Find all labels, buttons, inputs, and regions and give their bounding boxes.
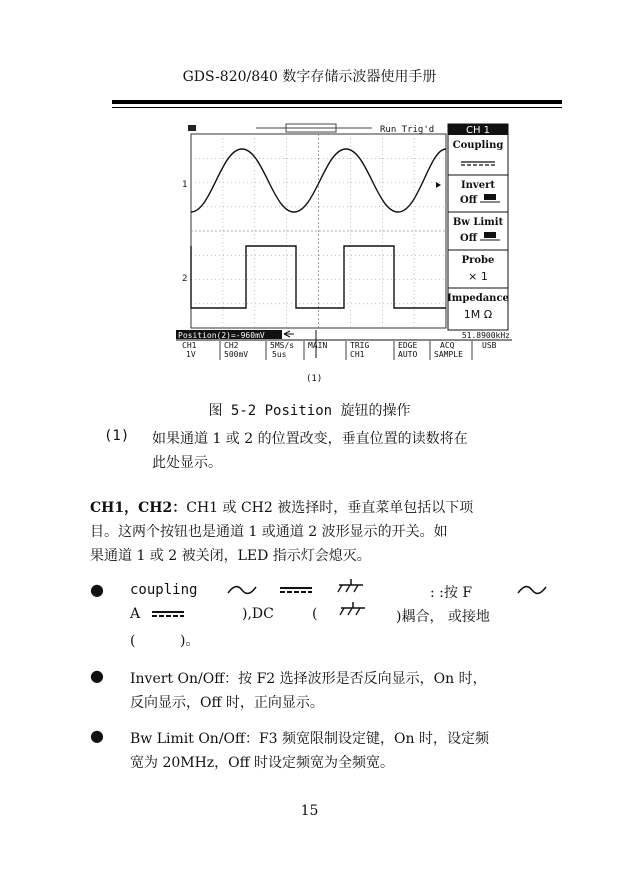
bullet-dot: ● — [90, 666, 104, 685]
coupling-text: ( )。 — [130, 633, 200, 649]
coupling-tail: : :按 F — [430, 585, 473, 601]
page-header: GDS-820/840 数字存储示波器使用手册 — [182, 69, 437, 85]
oscilloscope-screen — [176, 118, 512, 372]
menu-probe-value: × 1 — [468, 270, 488, 283]
coupling-word: coupling — [130, 582, 198, 598]
note-number: (1) — [104, 428, 130, 444]
menu-coupling[interactable]: Coupling — [452, 140, 504, 151]
menu-probe[interactable]: Probe — [461, 255, 495, 266]
bw-limit-text-line: 宽为 20MHz，Off 时设定频宽为全频宽。 — [130, 755, 395, 771]
status-top: CH2 — [224, 341, 239, 350]
coupling-text: ),DC — [242, 606, 274, 622]
status-top: ACQ — [440, 341, 455, 350]
dc-coupling-icon — [278, 585, 314, 595]
ac-coupling-icon — [226, 583, 258, 597]
ch-paragraph-line: 目。这两个按钮也是通道 1 或通道 2 波形显示的开关。如 — [90, 524, 448, 540]
coupling-text: ( — [312, 606, 318, 622]
ch2-marker: 2 — [182, 274, 188, 284]
ch-paragraph-line: 果通道 1 或 2 被关闭，LED 指示灯会熄灭。 — [90, 548, 371, 564]
ch-heading: CH1，CH2： — [90, 500, 187, 516]
callout-label: (1) — [306, 374, 323, 384]
status-top: CH1 — [182, 341, 197, 350]
status-bottom: 5us — [272, 350, 287, 359]
menu-impedance[interactable]: Impedance — [447, 293, 509, 304]
ch-text: CH1 或 CH2 被选择时，垂直菜单包括以下项 — [186, 500, 474, 516]
bw-limit-text-line: Bw Limit On/Off：F3 频宽限制设定键，On 时，设定频 — [130, 731, 489, 747]
ch1-marker: 1 — [182, 180, 188, 190]
menu-title: CH 1 — [465, 125, 491, 136]
menu-invert[interactable]: Invert — [460, 180, 496, 191]
note-text-line: 此处显示。 — [152, 455, 222, 471]
coupling-text: A — [130, 606, 141, 622]
status-bottom: 1V — [186, 350, 196, 359]
ground-coupling-icon — [338, 601, 368, 619]
ac-coupling-icon — [516, 583, 548, 597]
ground-coupling-icon — [336, 578, 366, 596]
menu-bw-limit[interactable]: Bw Limit — [452, 217, 504, 228]
frequency-readout: 51.8900kHz — [461, 331, 510, 340]
vertical-menu — [447, 124, 509, 330]
note-text-line: 如果通道 1 或 2 的位置改变，垂直位置的读数将在 — [152, 431, 468, 447]
status-bottom: CH1 — [350, 350, 365, 359]
header-rule-thin — [112, 107, 562, 108]
run-status: Run Trig'd — [380, 125, 435, 135]
page-number: 15 — [300, 803, 319, 819]
status-bottom: SAMPLE — [434, 350, 463, 359]
menu-impedance-value: 1M Ω — [463, 308, 493, 321]
menu-bw-limit-value: Off — [460, 233, 477, 244]
trigger-icon — [188, 125, 196, 131]
invert-text-line: 反向显示，Off 时，正向显示。 — [130, 695, 324, 711]
status-top: USB — [482, 341, 497, 350]
header-rule-thick — [112, 100, 562, 104]
bullet-dot: ● — [90, 580, 104, 599]
status-bottom: AUTO — [398, 350, 418, 359]
dc-coupling-icon — [150, 609, 186, 619]
status-top: 5MS/s — [270, 341, 295, 350]
figure-caption: 图 5-2 Position 旋钮的操作 — [208, 403, 411, 419]
bullet-dot: ● — [90, 726, 104, 745]
status-top: TRIG — [350, 341, 370, 350]
status-top: EDGE — [398, 341, 418, 350]
ch-paragraph-line — [90, 497, 473, 517]
status-bottom: 500mV — [224, 350, 249, 359]
menu-invert-value: Off — [460, 195, 477, 206]
coupling-text: )耦合， 或接地 — [396, 609, 490, 625]
status-top: MAIN — [308, 341, 328, 350]
position-readout: Position(2)=-960mV — [178, 331, 265, 340]
invert-text-line: Invert On/Off：按 F2 选择波形是否反向显示，On 时， — [130, 671, 487, 687]
